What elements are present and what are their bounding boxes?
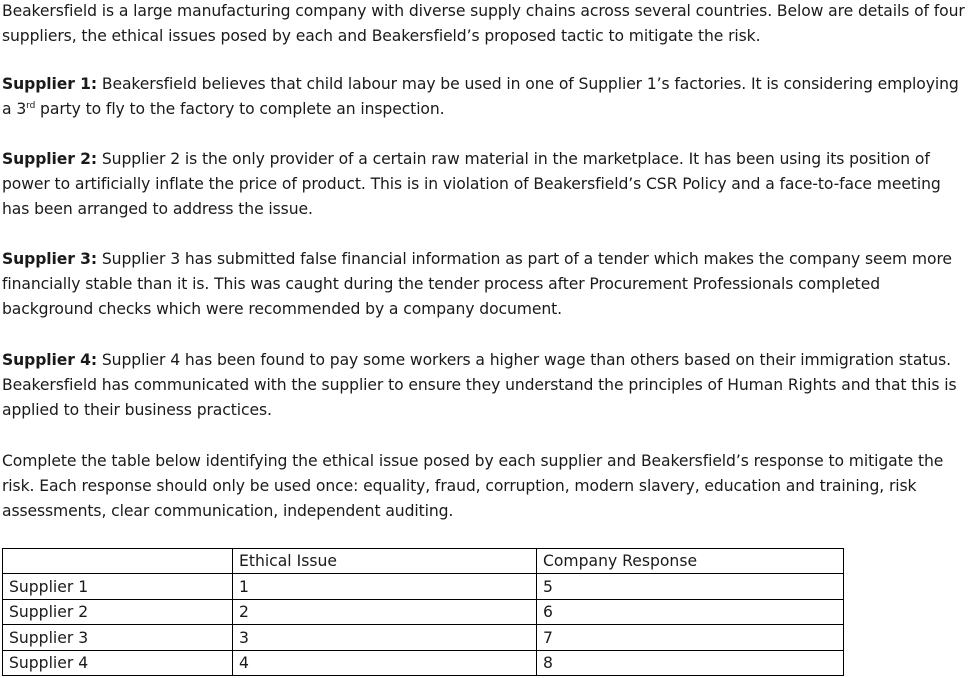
table-header-row (3, 549, 844, 574)
supplier-4-label: Supplier 4: (2, 351, 98, 369)
table-row (3, 599, 844, 624)
company-response-cell: 6 (537, 599, 844, 624)
row-label-cell: Supplier 4 (3, 650, 233, 675)
company-response-cell: 7 (537, 625, 844, 650)
supplier-1-paragraph (2, 72, 972, 122)
supplier-1-label: Supplier 1: (2, 75, 98, 93)
header-cell-company-response: Company Response (537, 549, 844, 574)
row-label-cell: Supplier 1 (3, 574, 233, 599)
supplier-3-paragraph (2, 247, 972, 322)
supplier-2-paragraph (2, 147, 972, 222)
answer-table (2, 548, 844, 676)
ethical-issue-cell: 3 (233, 625, 537, 650)
header-cell-ethical-issue: Ethical Issue (233, 549, 537, 574)
supplier-4-paragraph (2, 348, 972, 423)
ethical-issue-cell: 4 (233, 650, 537, 675)
supplier-1-text-after: party to fly to the factory to complete an inspection. (35, 100, 445, 118)
supplier-4-text: Supplier 4 has been found to pay some workers a higher wage than others based on their immigration status. Beakersfield has communicated with the supplier to ensure they understand the principles of Human Rights and that this is applied to their business practices. (2, 351, 957, 419)
row-label-cell: Supplier 3 (3, 625, 233, 650)
supplier-3-text: Supplier 3 has submitted false financial information as part of a tender which makes the company seem more financially stable than it is. This was caught during the tender process after Procurement Professionals completed background checks which were recommended by a company document. (2, 250, 952, 318)
supplier-3-label: Supplier 3: (2, 250, 98, 268)
table-row (3, 650, 844, 675)
ethical-issue-cell: 1 (233, 574, 537, 599)
table-row (3, 574, 844, 599)
row-label-cell: Supplier 2 (3, 599, 233, 624)
instructions-paragraph: Complete the table below identifying the ethical issue posed by each supplier and Beakersfield’s response to mitigate the risk. Each response should only be used once: equality, fraud, corruption, modern slavery, education and training, risk assessments, clear communication, independent auditing. (2, 452, 944, 520)
superscript-rd: rd (26, 101, 36, 111)
header-cell-empty (3, 549, 233, 574)
ethical-issue-cell: 2 (233, 599, 537, 624)
supplier-1-text-before: Beakersfield believes that child labour may be used in one of Supplier 1’s factories. It is considering employing a 3 (2, 75, 959, 118)
table-row (3, 625, 844, 650)
supplier-2-label: Supplier 2: (2, 150, 98, 168)
company-response-cell: 5 (537, 574, 844, 599)
supplier-2-text: Supplier 2 is the only provider of a certain raw material in the marketplace. It has been using its position of power to artificially inflate the price of product. This is in violation of Beakersfield’s CSR Policy and a face-to-face meeting has been arranged to address the issue. (2, 150, 941, 218)
company-response-cell: 8 (537, 650, 844, 675)
intro-paragraph: Beakersfield is a large manufacturing company with diverse supply chains across several countries. Below are details of four suppliers, the ethical issues posed by each and Beakersfield’s proposed tactic to mitigate the risk. (2, 2, 965, 45)
